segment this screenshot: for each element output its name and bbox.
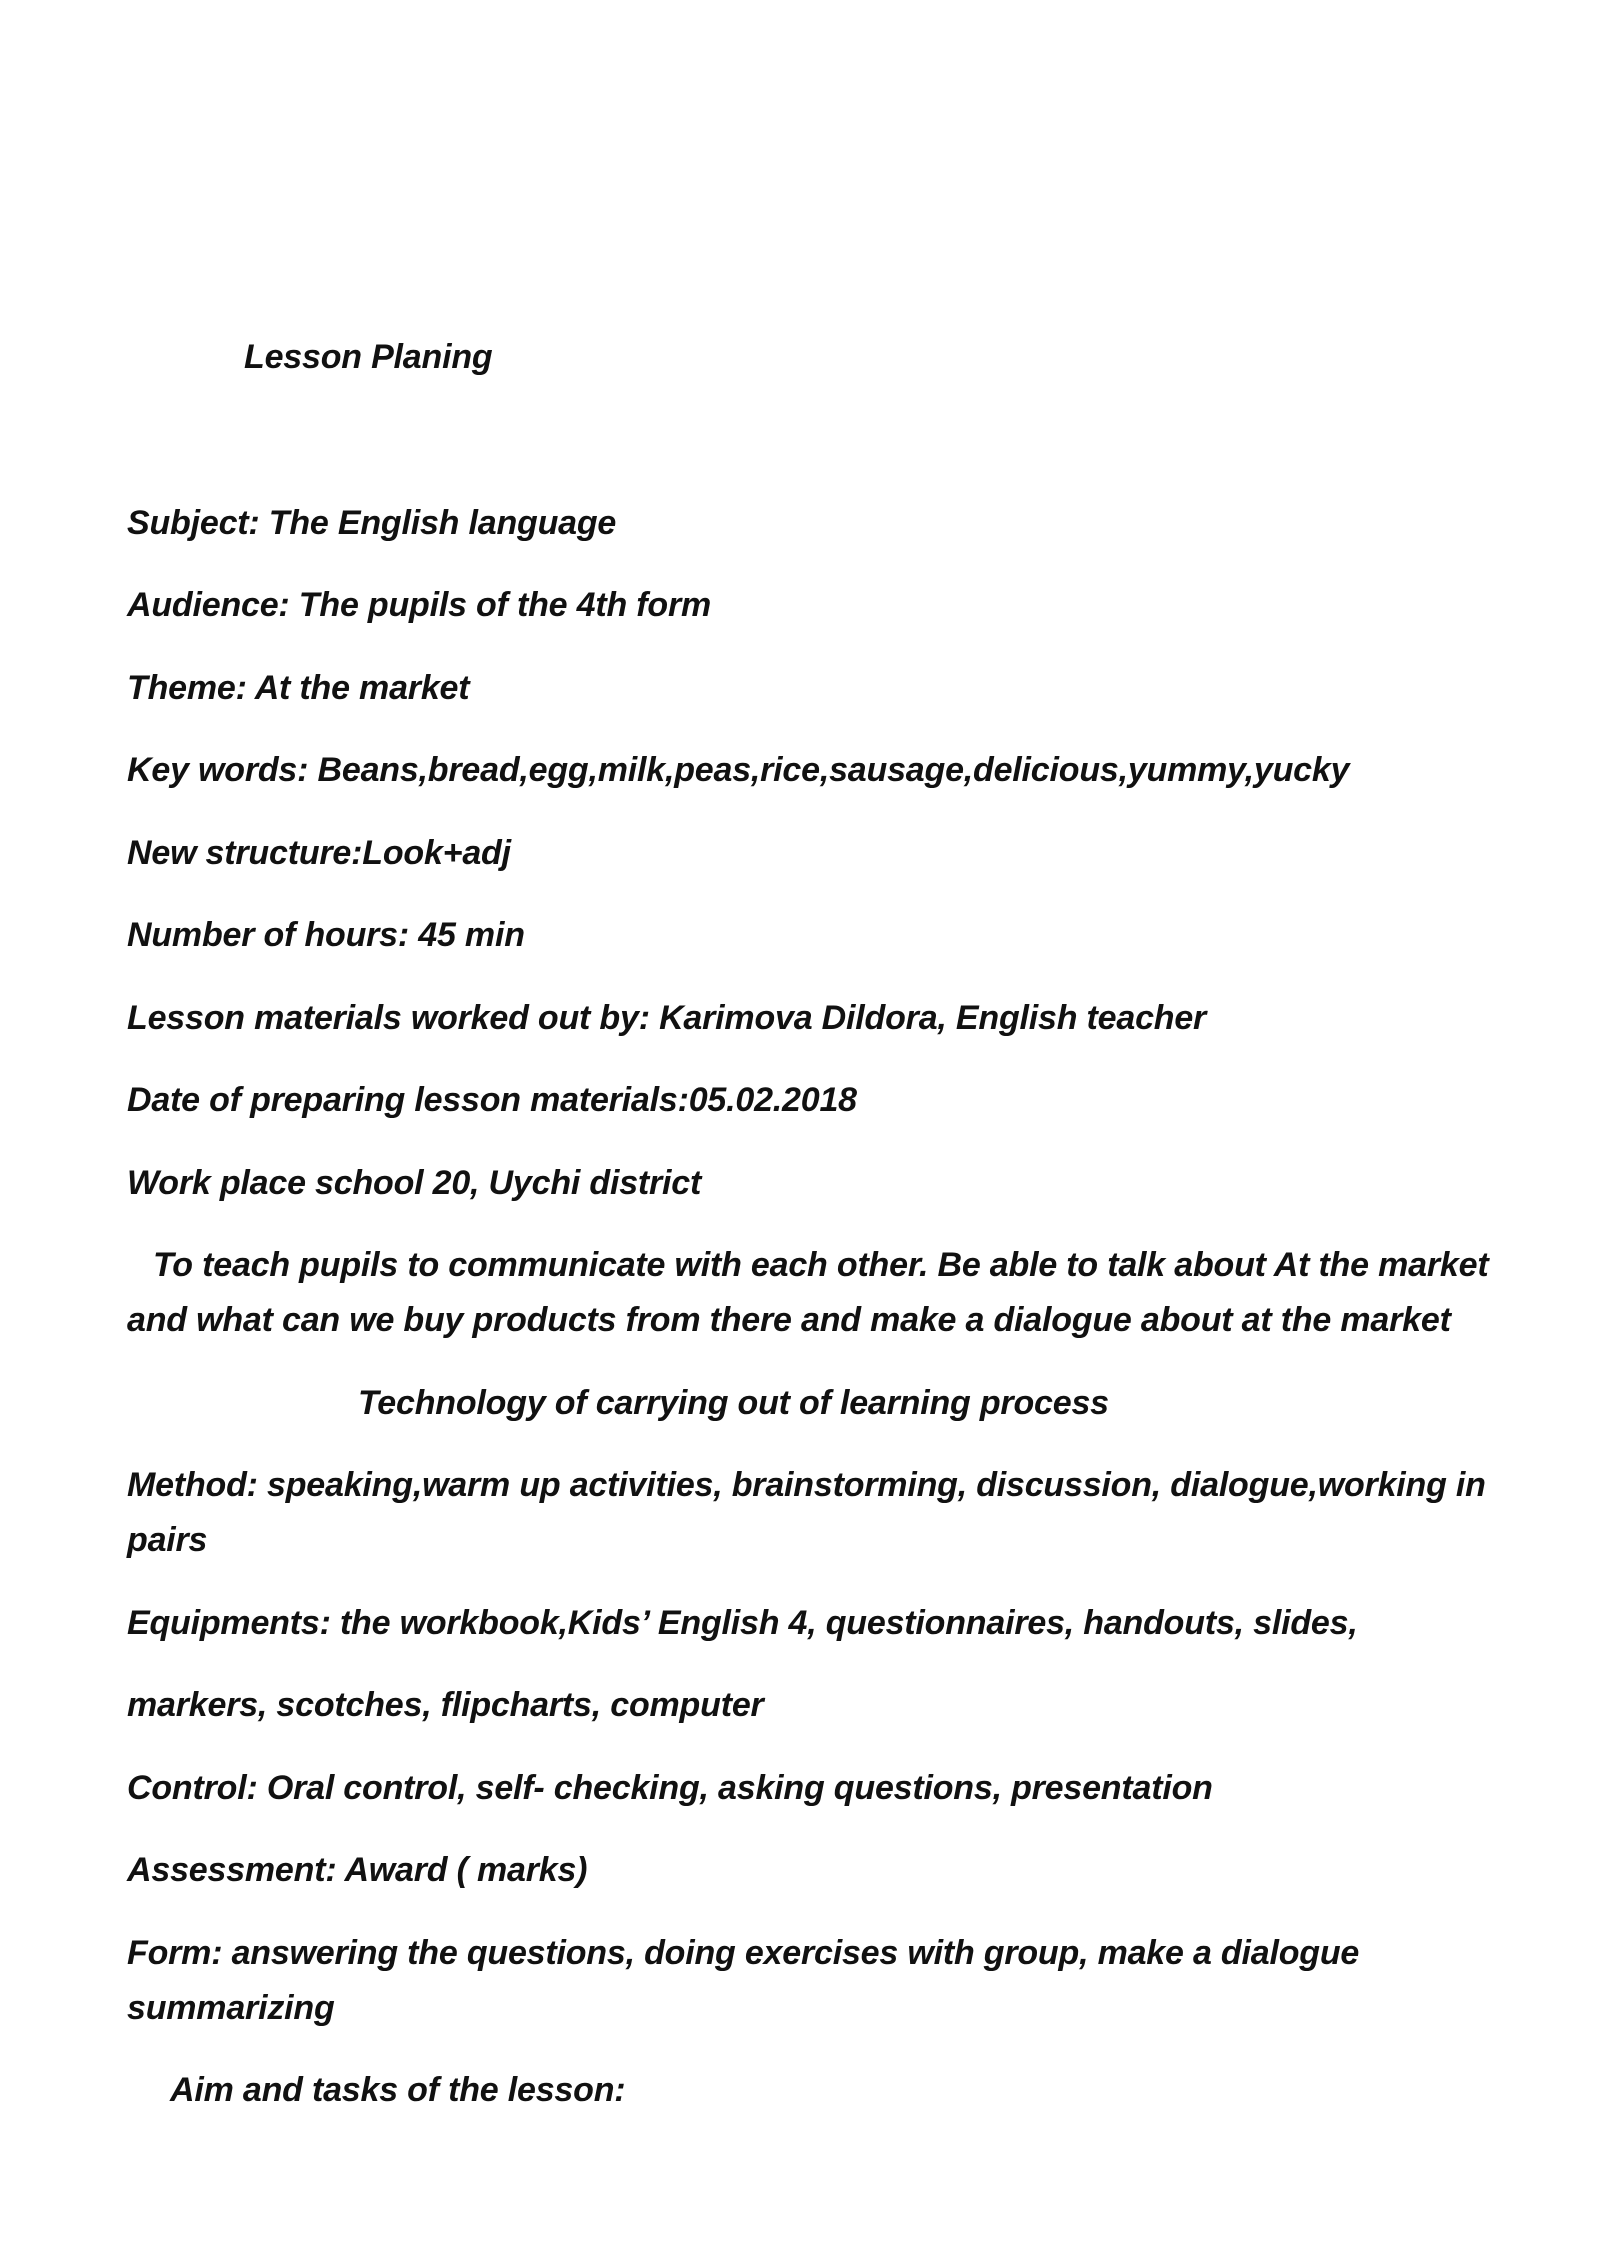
form-line-1: Form: answering the questions, doing exercises with group, make a dialogue <box>127 1934 1360 1972</box>
control-line: Control: Oral control, self- checking, asking questions, presentation <box>127 1769 1213 1807</box>
theme-line: Theme: At the market <box>127 669 470 707</box>
key-words-line: Key words: Beans,bread,egg,milk,peas,rice,sausage,delicious,yummy,yucky <box>127 751 1350 789</box>
number-of-hours-line: Number of hours: 45 min <box>127 916 525 954</box>
aim-heading: Aim and tasks of the lesson: <box>170 2071 626 2109</box>
method-line-2: pairs <box>127 1521 208 1559</box>
document-title: Lesson Planing <box>244 338 493 376</box>
worked-out-by-line: Lesson materials worked out by: Karimova Dildora, English teacher <box>127 999 1207 1037</box>
work-place-line: Work place school 20, Uychi district <box>127 1164 702 1202</box>
date-prepared-line: Date of preparing lesson materials:05.02.2018 <box>127 1081 857 1119</box>
technology-heading: Technology of carrying out of learning process <box>358 1384 1109 1422</box>
equipments-line-1: Equipments: the workbook,Kids’ English 4, questionnaires, handouts, slides, <box>127 1604 1358 1642</box>
audience-line: Audience: The pupils of the 4th form <box>127 586 712 624</box>
new-structure-line: New structure:Look+adj <box>127 834 511 872</box>
subject-line: Subject: The English language <box>127 504 617 542</box>
goal-line-2: and what can we buy products from there and make a dialogue about at the market <box>127 1301 1451 1339</box>
goal-line-1: To teach pupils to communicate with each other. Be able to talk about At the market <box>153 1246 1489 1284</box>
method-line-1: Method: speaking,warm up activities, brainstorming, discussion, dialogue,working in <box>127 1466 1486 1504</box>
form-line-2: summarizing <box>127 1989 335 2027</box>
equipments-line-2: markers, scotches, flipcharts, computer <box>127 1686 764 1724</box>
assessment-line: Assessment: Award ( marks) <box>127 1851 588 1889</box>
